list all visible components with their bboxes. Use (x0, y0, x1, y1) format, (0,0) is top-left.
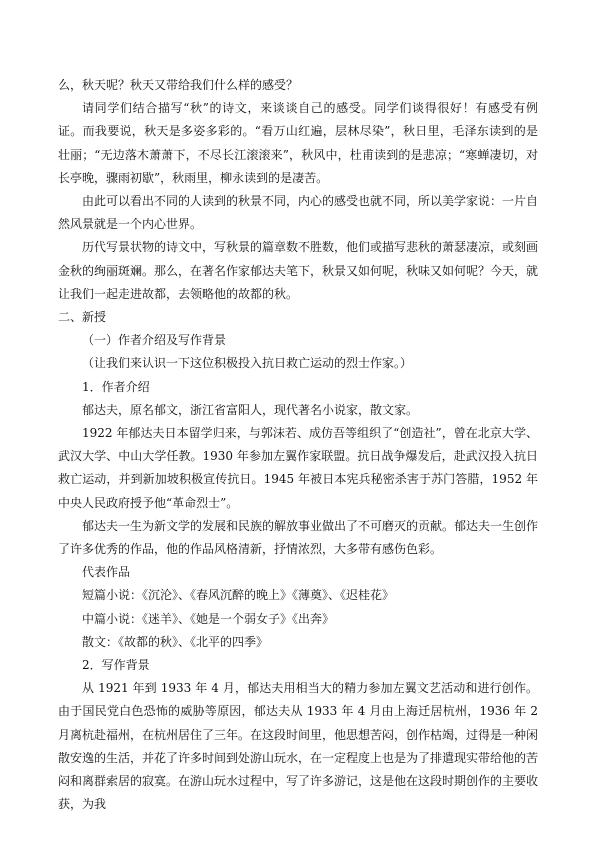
paragraph-author-contribution: 郁达夫一生为新文学的发展和民族的解放事业做出了不可磨灭的贡献。郁达夫一生创作了许多优秀的作品，他的作品风格清新，抒情浓烈，大多带有感伤色彩。 (58, 518, 539, 557)
subsection-heading-author-background: （一）作者介绍及写作背景 (82, 333, 227, 348)
label-representative-works: 代表作品 (82, 565, 131, 580)
paragraph-autumn-question: 么，秋天呢？秋天又带给我们什么样的感受？ (58, 78, 299, 92)
note-author-intro: （让我们来认识一下这位积极投入抗日救亡运动的烈士作家。） (82, 356, 413, 371)
paragraph-writing-background: 从 1921 年到 1933 年 4 月，郁达夫用相当大的精力参加左翼文艺活动和进行创作。由于国民党白色恐怖的威胁等原因，郁达夫从 1933 年 4 月由上海迁居杭州，1936 年 2 月离杭赴福州，在杭州居住了三年。在这段时间里，他思想苦闷，创作枯竭，过得是一种闲散安逸的生活，并花了许多时间到处游山玩水，在一定程度上也是为了排遣现实带给他的苦闷和离群索居的寂寞。在游山玩水过程中，写了许多游记，这是他在这段时期创作的主要收获，为我 (58, 681, 539, 812)
section-heading-new-lesson: 二、新授 (58, 310, 107, 325)
paragraph-author-name: 郁达夫，原名郁文，浙江省富阳人，现代著名小说家，散文家。 (82, 402, 419, 417)
works-short-stories: 短篇小说：《沉沦》、《春风沉醉的晚上》《薄奠》、《迟桂花》 (82, 588, 395, 603)
paragraph-inner-world: 由此可以看出不同的人读到的秋景不同，内心的感受也就不同，所以美学家说：一片自然风景就是一个内心世界。 (58, 194, 539, 232)
paragraph-author-biography: 1922 年郁达夫日本留学归来，与郭沫若、成仿吾等组织了“创造社”，曾在北京大学、武汉大学、中山大学任教。1930 年参加左翼作家联盟。抗日战争爆发后，赴武汉投入抗日救亡运动，并到新加坡积极宣传抗日。1945 年被日本宪兵秘密杀害于苏门答腊，1952 年中央人民政府授予他“革命烈士”。 (58, 426, 538, 510)
works-novellas: 中篇小说：《迷羊》、《她是一个弱女子》《出奔》 (82, 611, 335, 626)
item-heading-writing-background: 2．写作背景 (82, 658, 150, 673)
works-essays: 散文：《故都的秋》、《北平的四季》 (82, 634, 269, 649)
paragraph-autumn-writings: 历代写景状物的诗文中，写秋景的篇章数不胜数，他们或描写悲秋的萧瑟凄凉，或刻画金秋的绚丽斑斓。那么，在著名作家郁达夫笔下，秋景又如何呢，秋味又如何呢？今天，就让我们一起走进故都，去领略他的故都的秋。 (58, 240, 539, 301)
paragraph-autumn-poems: 请同学们结合描写“秋”的诗文，来谈谈自己的感受。同学们谈得很好！有感受有例证。而我要说，秋天是多姿多彩的。“看万山红遍，层林尽染”，秋日里，毛泽东读到的是壮丽；“无边落木萧萧下，不尽长江滚滚来”，秋风中，杜甫读到的是悲凉；“寒蝉凄切，对长亭晚，骤雨初歇”，秋雨里，柳永读到的是凄苦。 (58, 101, 538, 185)
document-body (58, 74, 538, 817)
item-heading-author-intro: 1．作者介绍 (82, 379, 150, 394)
